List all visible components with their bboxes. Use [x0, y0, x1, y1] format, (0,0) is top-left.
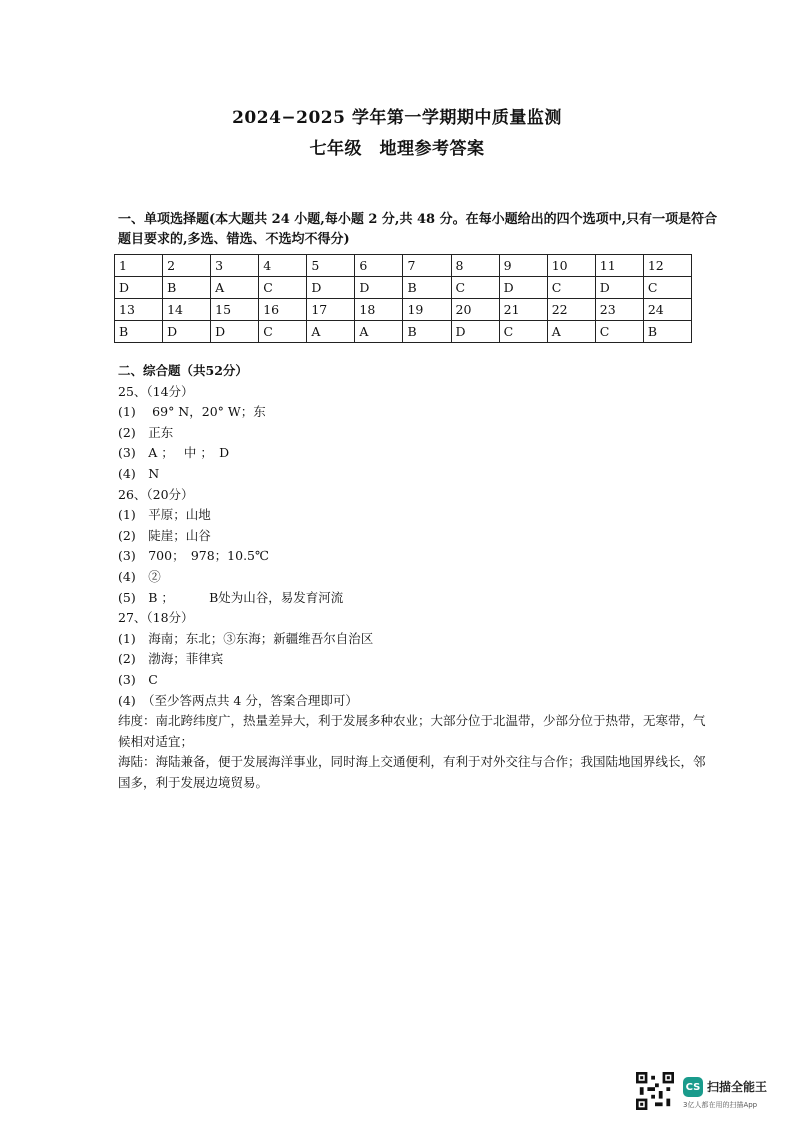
answer-line: (4) ② — [118, 568, 161, 584]
answer-cell: B — [403, 321, 451, 343]
answer-cell: C — [499, 321, 547, 343]
question-number-cell: 16 — [259, 299, 307, 321]
answer-table — [114, 254, 692, 343]
answer-cell: B — [403, 277, 451, 299]
question-number-cell: 23 — [595, 299, 643, 321]
app-name: 扫描全能王 — [707, 1080, 768, 1094]
answer-line: (2) 渤海；菲律宾 — [118, 651, 224, 667]
answer-line: (4) N — [118, 465, 160, 481]
question-number-cell: 9 — [499, 255, 547, 277]
camscanner-logo-icon: CS — [683, 1077, 703, 1097]
answer-line: (3) 700； 978；10.5℃ — [118, 548, 269, 564]
section2-heading: 二、综合题（共52分） — [118, 363, 248, 378]
answer-cell: A — [307, 321, 355, 343]
answer-paragraph-latitude: 纬度：南北跨纬度广，热量差异大，利于发展多种农业；大部分位于北温带，少部分位于热带，无寒带，气候相对适宜； — [118, 713, 706, 749]
question-number-cell: 4 — [259, 255, 307, 277]
question-number-cell: 2 — [163, 255, 211, 277]
question-number-cell: 22 — [547, 299, 595, 321]
question-number-cell: 8 — [451, 255, 499, 277]
answer-paragraph-sea-land: 海陆：海陆兼备，便于发展海洋事业，同时海上交通便利，有利于对外交往与合作；我国陆地国界线长，邻国多，利于发展边境贸易。 — [118, 754, 706, 790]
qr-code-icon — [636, 1072, 674, 1110]
answer-row — [115, 277, 692, 299]
question-number-cell: 13 — [115, 299, 163, 321]
question-number-cell: 19 — [403, 299, 451, 321]
answer-line: 27、（18分） — [118, 610, 194, 626]
question-number-row — [115, 255, 692, 277]
question-number-cell: 1 — [115, 255, 163, 277]
page-subtitle: 七年级 地理参考答案 — [309, 139, 485, 159]
answer-cell: D — [451, 321, 499, 343]
question-number-cell: 18 — [355, 299, 403, 321]
question-number-cell: 11 — [595, 255, 643, 277]
question-number-cell: 21 — [499, 299, 547, 321]
question-number-cell: 3 — [211, 255, 259, 277]
answer-cell: D — [211, 321, 259, 343]
question-number-cell: 5 — [307, 255, 355, 277]
section1-heading: 一、单项选择题(本大题共 24 小题,每小题 2 分,共 48 分。在每小题给出的四个选项中,只有一项是符合题目要求的,多选、错选、不选均不得分) — [118, 212, 718, 247]
answer-line: (4) （至少答两点共 4 分，答案合理即可） — [118, 692, 358, 708]
answer-cell: A — [211, 277, 259, 299]
answer-cell: D — [499, 277, 547, 299]
answer-line: (2) 正东 — [118, 424, 174, 440]
answer-cell: B — [643, 321, 691, 343]
question-number-cell: 15 — [211, 299, 259, 321]
question-number-cell: 12 — [643, 255, 691, 277]
answer-cell: C — [259, 277, 307, 299]
answer-cell: C — [547, 277, 595, 299]
question-number-cell: 17 — [307, 299, 355, 321]
answer-line: 26、（20分） — [118, 486, 194, 502]
answer-cell: D — [355, 277, 403, 299]
answer-cell: B — [163, 277, 211, 299]
question-number-cell: 10 — [547, 255, 595, 277]
answer-cell: D — [595, 277, 643, 299]
question-number-cell: 20 — [451, 299, 499, 321]
answer-cell: D — [163, 321, 211, 343]
answer-row — [115, 321, 692, 343]
answer-line: (2) 陡崖；山谷 — [118, 527, 211, 543]
section2 — [118, 361, 718, 793]
answer-cell: D — [307, 277, 355, 299]
answer-line: (5) B ； B处为山谷，易发育河流 — [118, 589, 344, 605]
answer-cell: C — [643, 277, 691, 299]
answer-cell: C — [451, 277, 499, 299]
question-number-cell: 6 — [355, 255, 403, 277]
answer-cell: D — [115, 277, 163, 299]
answer-cell: B — [115, 321, 163, 343]
answer-cell: C — [259, 321, 307, 343]
question-number-cell: 7 — [403, 255, 451, 277]
answer-cell: C — [595, 321, 643, 343]
answer-line: 25、（14分） — [118, 383, 194, 399]
question-number-cell: 24 — [643, 299, 691, 321]
question-number-row — [115, 299, 692, 321]
answer-cell: A — [355, 321, 403, 343]
answer-line: (1) 平原；山地 — [118, 507, 211, 523]
answer-line: (1) 海南；东北；③东海；新疆维吾尔自治区 — [118, 630, 374, 646]
answer-line: (1) 69° N，20° W；东 — [118, 404, 266, 420]
app-tagline: 3亿人都在用的扫描App — [683, 1101, 758, 1109]
answer-line: (3) A ； 中 ； D — [118, 445, 230, 461]
answer-cell: A — [547, 321, 595, 343]
page-title: 2024−2025 学年第一学期期中质量监测 — [232, 108, 562, 128]
question-number-cell: 14 — [163, 299, 211, 321]
answer-line: (3) C — [118, 671, 158, 687]
